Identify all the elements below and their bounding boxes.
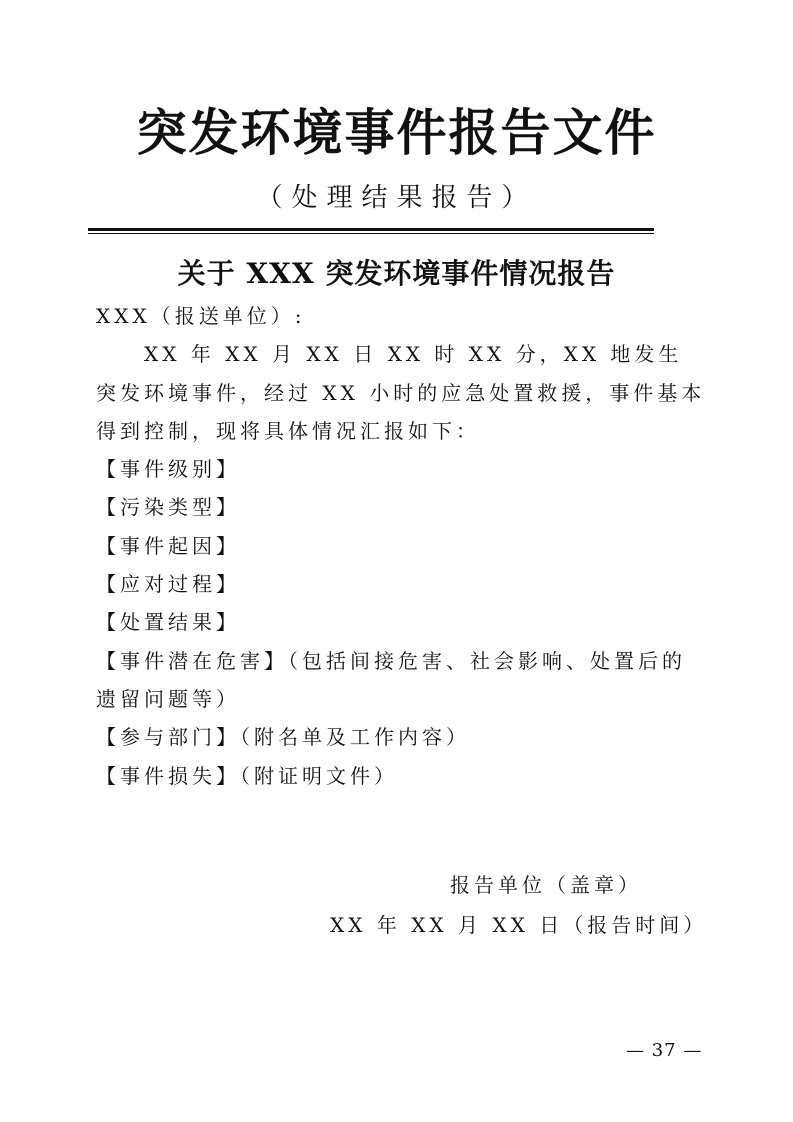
section-pollution-type: 【污染类型】 bbox=[96, 495, 240, 520]
report-body bbox=[96, 297, 706, 795]
section-event-level: 【事件级别】 bbox=[96, 457, 240, 482]
title-divider-thick bbox=[88, 228, 654, 231]
section-event-losses: 【事件损失】（附证明文件） bbox=[96, 763, 398, 788]
intro-paragraph: XX 年 XX 月 XX 日 XX 时 XX 分，XX 地发生突发环境事件，经过 XX 小时的应急处置救援，事件基本得到控制，现将具体情况汇报如下： bbox=[96, 342, 706, 443]
reporting-unit: 报告单位（盖章） bbox=[450, 873, 642, 897]
report-date: XX 年 XX 月 XX 日（报告时间） bbox=[330, 913, 708, 937]
section-participating-departments: 【参与部门】（附名单及工作内容） bbox=[96, 725, 470, 750]
recipient-line: XXX（报送单位）: bbox=[96, 304, 306, 328]
section-response-process: 【应对过程】 bbox=[96, 572, 240, 597]
section-event-cause: 【事件起因】 bbox=[96, 533, 240, 558]
main-title: 突发环境事件报告文件 bbox=[136, 103, 657, 162]
section-potential-hazards: 【事件潜在危害】（包括间接危害、社会影响、处置后的遗留问题等） bbox=[96, 648, 686, 711]
report-title: 关于 XXX 突发环境事件情况报告 bbox=[177, 257, 616, 290]
page-number: — 37 — bbox=[626, 1040, 703, 1061]
title-divider-thin bbox=[88, 233, 654, 234]
subtitle: （处理结果报告） bbox=[256, 183, 537, 213]
section-disposal-result: 【处置结果】 bbox=[96, 610, 240, 635]
